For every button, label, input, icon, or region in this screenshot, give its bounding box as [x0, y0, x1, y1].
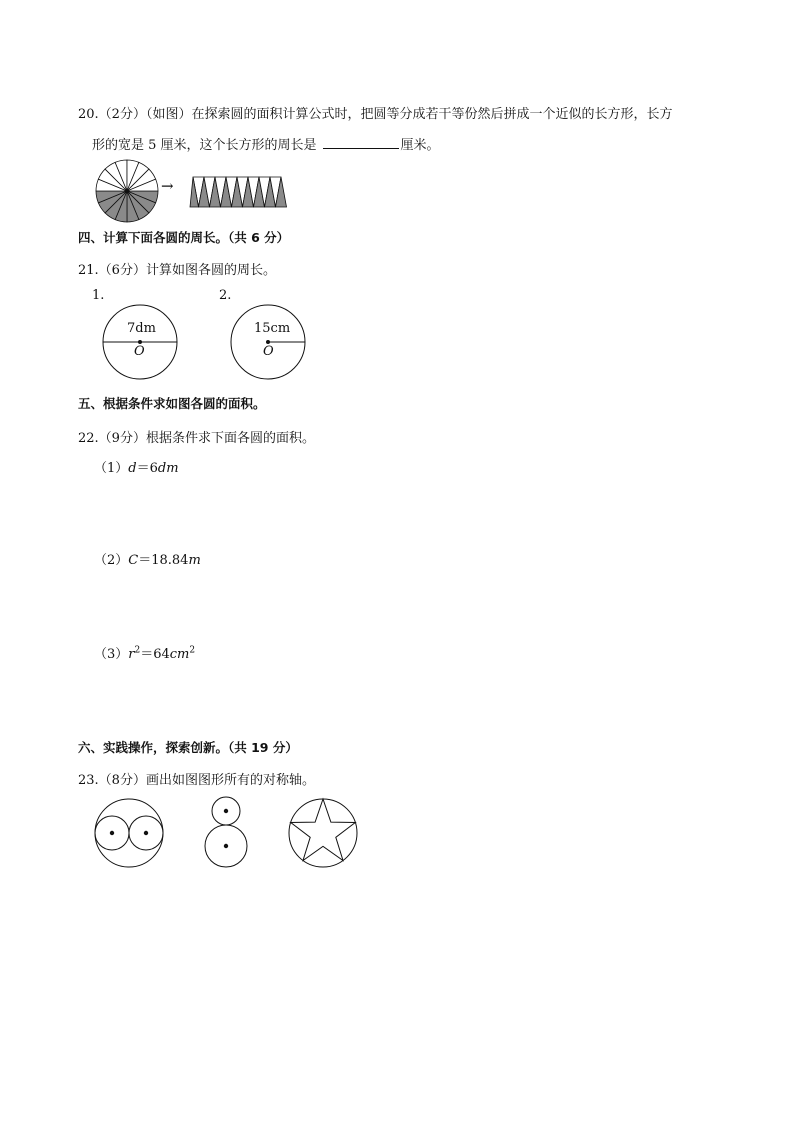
- right-center-dot: [144, 831, 148, 835]
- q20-line1: 20.（2分）（如图）在探索圆的面积计算公式时，把圆等分成若干等份然后拼成一个近似的长方形，长方: [78, 107, 673, 122]
- q20-text-before-blank: 形的宽是 5 厘米，这个长方形的周长是: [92, 138, 317, 153]
- q21-text: 21.（6分）计算如图各圆的周长。: [78, 263, 276, 278]
- q20-line2: [92, 134, 440, 153]
- section-5-title: 五、根据条件求如图各圆的面积。: [78, 396, 266, 411]
- q21-circle2-center-label: O: [263, 344, 274, 359]
- item-variable: C: [128, 553, 139, 568]
- q20-approx-rectangle: [190, 175, 290, 209]
- item-unit: m: [188, 553, 201, 568]
- q22-item-2: [94, 549, 201, 568]
- q23-figure-star-in-circle: [287, 798, 359, 870]
- q21-circle1-number: 1.: [92, 288, 105, 303]
- section-4-title: 四、计算下面各圆的周长。（共 6 分）: [78, 230, 290, 245]
- item-value: ＝6: [136, 461, 158, 476]
- q23-text: 23.（8分）画出如图图形所有的对称轴。: [78, 773, 315, 788]
- top-center-dot: [224, 809, 228, 813]
- item-unit-exponent: 2: [189, 645, 196, 656]
- q20-text-after-blank: 厘米。: [400, 138, 440, 153]
- q20-sector-circle: [92, 156, 162, 226]
- item-number: （3）: [94, 647, 129, 662]
- q20-answer-blank[interactable]: [323, 136, 399, 149]
- q21-circle2-number: 2.: [219, 288, 232, 303]
- item-number: （1）: [94, 461, 129, 476]
- q22-item-1: [94, 457, 179, 476]
- item-number: （2）: [94, 553, 129, 568]
- q21-circle2-radius-label: 15cm: [254, 321, 291, 336]
- item-unit: dm: [157, 461, 179, 476]
- item-value: ＝64: [140, 647, 170, 662]
- bottom-center-dot: [224, 844, 228, 848]
- item-value: ＝18.84: [138, 553, 189, 568]
- q21-circle1-center-label: O: [134, 344, 145, 359]
- item-exponent: 2: [134, 645, 141, 656]
- q22-text: 22.（9分）根据条件求下面各圆的面积。: [78, 431, 315, 446]
- q21-circle1-figure: [100, 303, 180, 383]
- outer-circle: [289, 799, 357, 867]
- q23-figure-circle-with-two-circles: [93, 798, 165, 870]
- left-center-dot: [110, 831, 114, 835]
- q23-figure-snowman-circles: [202, 796, 252, 868]
- arrow-icon: →: [161, 177, 174, 195]
- q21-circle2-figure: [230, 303, 310, 383]
- item-variable: d: [128, 461, 137, 476]
- item-unit: cm: [169, 647, 190, 662]
- section-6-title: 六、实践操作，探索创新。（共 19 分）: [78, 740, 298, 755]
- q22-item-3: [94, 643, 195, 662]
- item-variable: r: [128, 647, 135, 662]
- q21-circle1-diameter-label: 7dm: [127, 321, 156, 336]
